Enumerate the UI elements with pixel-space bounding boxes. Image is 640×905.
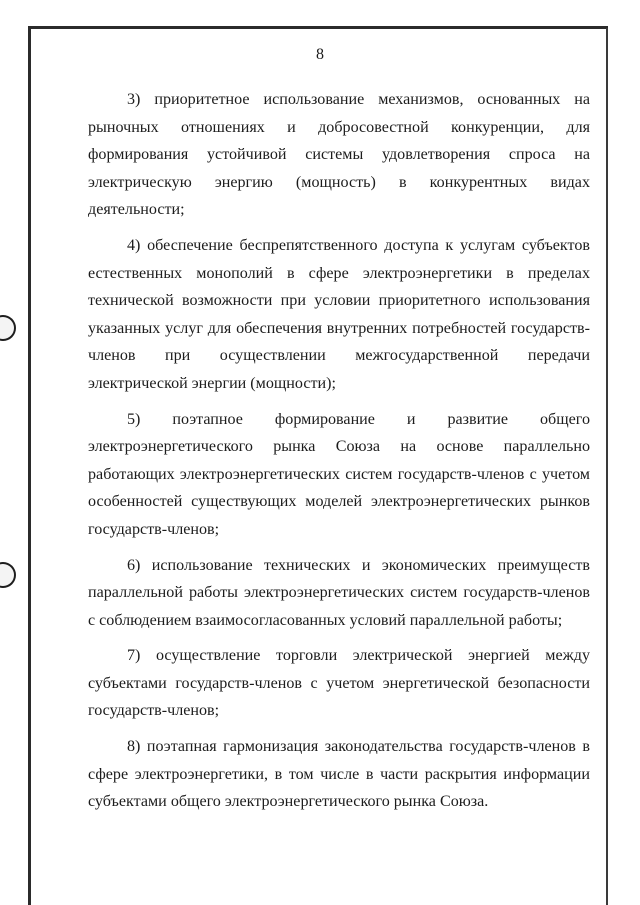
- page-border-right: [606, 28, 608, 905]
- hole-punch-mark: [0, 562, 16, 588]
- paragraph-item-8: 8) поэтапная гармонизация законодательства государств-членов в сфере электроэнергетики, в том числе в части раскрытия информации субъектами общего электроэнергетического рынка Союза.: [88, 738, 590, 811]
- page-border-left: [28, 28, 31, 905]
- page-number: 8: [316, 46, 324, 63]
- page-border-top: [28, 26, 608, 29]
- paragraph-item-3: 3) приоритетное использование механизмов, основанных на рыночных отношениях и добросовестной конкуренции, для формирования устойчивой системы удовлетворения спроса на электрическую энергию (мощность) в конкурентных видах деятельности;: [88, 91, 590, 219]
- paragraph-item-6: 6) использование технических и экономических преимуществ параллельной работы электроэнергетических систем государств-членов с соблюдением взаимосогласованных условий параллельной работы;: [88, 556, 590, 629]
- document-body: [88, 86, 590, 824]
- hole-punch-mark: [0, 315, 16, 341]
- paragraph-item-4: 4) обеспечение беспрепятственного доступа к услугам субъектов естественных монополий в сфере электроэнергетики в пределах технической возможности при условии приоритетного использования указанных услуг для обеспечения внутренних потребностей государств-членов при осуществлении межгосударственной передачи электрической энергии (мощности);: [88, 236, 590, 392]
- paragraph-item-7: 7) осуществление торговли электрической энергией между субъектами государств-членов с учетом энергетической безопасности государств-членов;: [88, 647, 590, 720]
- paragraph-item-5: 5) поэтапное формирование и развитие общего электроэнергетического рынка Союза на основе параллельно работающих электроэнергетических систем государств-членов с учетом особенностей существующих моделей электроэнергетических рынков государств-членов;: [88, 410, 590, 538]
